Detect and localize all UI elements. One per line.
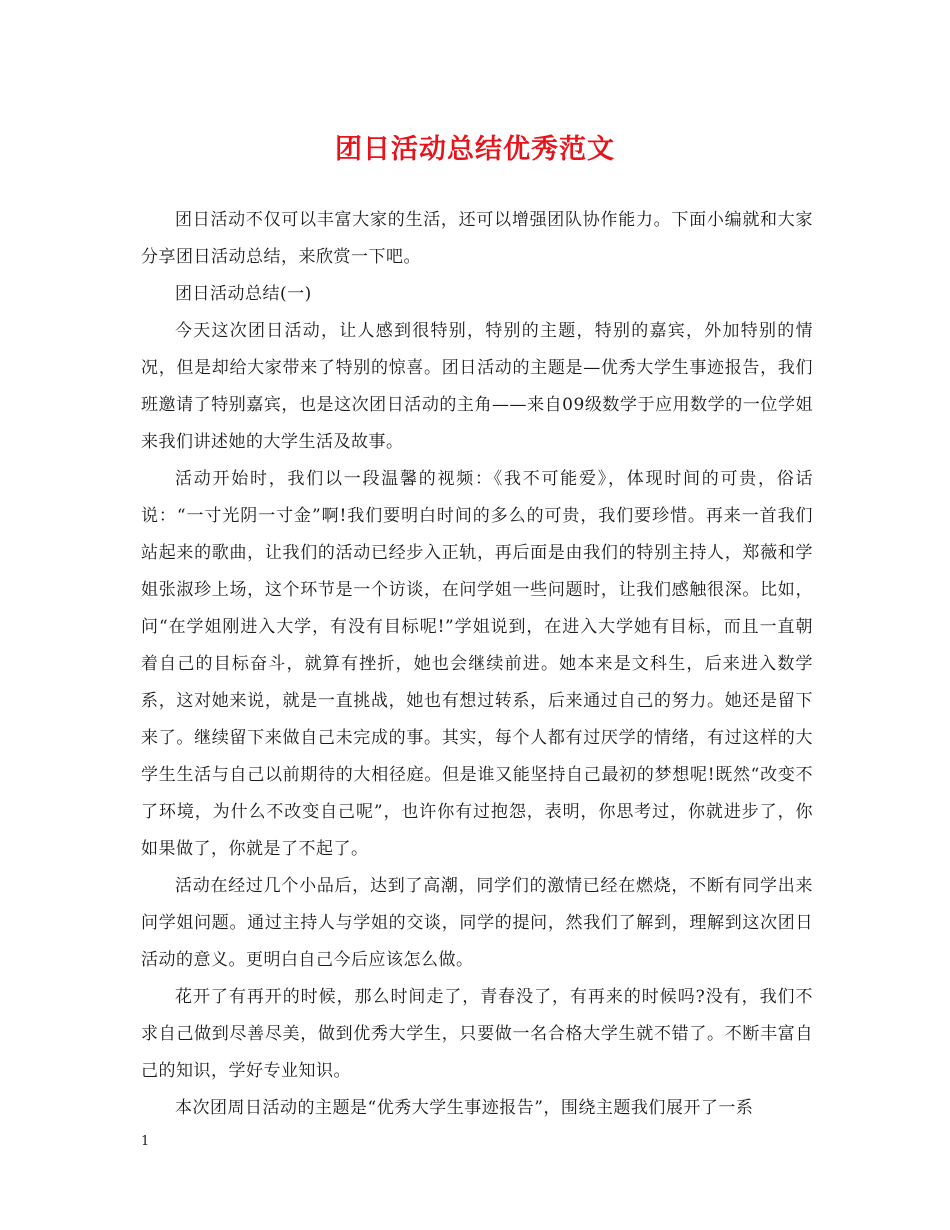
body-paragraph: 活动在经过几个小品后，达到了高潮，同学们的激情已经在燃烧，不断有同学出来问学姐问题。通过主持人与学姐的交谈，同学的提问，然我们了解到，理解到这次团日活动的意义。更明白自己今后应该怎么做。	[141, 876, 813, 970]
body-paragraph: 活动开始时，我们以一段温馨的视频：《我不可能爱》，体现时间的可贵，俗话说：“一寸光阴一寸金”啊!我们要明白时间的多么的可贵，我们要珍惜。再来一首我们站起来的歌曲，让我们的活动已经步入正轨，再后面是由我们的特别主持人，郑薇和学姐张淑珍上场，这个环节是一个访谈，在问学姐一些问题时，让我们感触很深。比如，问“在学姐刚进入大学，有没有目标呢!”学姐说到，在进入大学她有目标，而且一直朝着自己的目标奋斗，就算有挫折，她也会继续前进。她本来是文科生，后来进入数学系，这对她来说，就是一直挑战，她也有想过转系，后来通过自己的努力。她还是留下来了。继续留下来做自己未完成的事。其实，每个人都有过厌学的情绪，有过这样的大学生生活与自己以前期待的大相径庭。但是谁又能坚持自己最初的梦想呢!既然“改变不了环境，为什么不改变自己呢”，也许你有过抱怨，表明，你思考过，你就进步了，你如果做了，你就是了不起了。	[141, 469, 813, 859]
intro-paragraph: 团日活动不仅可以丰富大家的生活，还可以增强团队协作能力。下面小编就和大家分享团日活动总结，来欣赏一下吧。	[141, 210, 813, 267]
body-paragraph: 今天这次团日活动，让人感到很特别，特别的主题，特别的嘉宾，外加特别的情况，但是却给大家带来了特别的惊喜。团日活动的主题是—优秀大学生事迹报告，我们班邀请了特别嘉宾，也是这次团日活动的主角——来自09级数学于应用数学的一位学姐来我们讲述她的大学生活及故事。	[141, 321, 813, 452]
document-body	[141, 202, 813, 1127]
body-paragraph: 花开了有再开的时候，那么时间走了，青春没了，有再来的时候吗?没有，我们不求自己做到尽善尽美，做到优秀大学生，只要做一名合格大学生就不错了。不断丰富自己的知识，学好专业知识。	[141, 987, 813, 1081]
body-paragraph: 本次团周日活动的主题是“优秀大学生事迹报告”，围绕主题我们展开了一系	[175, 1098, 754, 1118]
page-number: 1	[141, 1134, 150, 1149]
section-heading: 团日活动总结(一)	[175, 284, 312, 304]
document-title: 团日活动总结优秀范文	[335, 134, 615, 165]
